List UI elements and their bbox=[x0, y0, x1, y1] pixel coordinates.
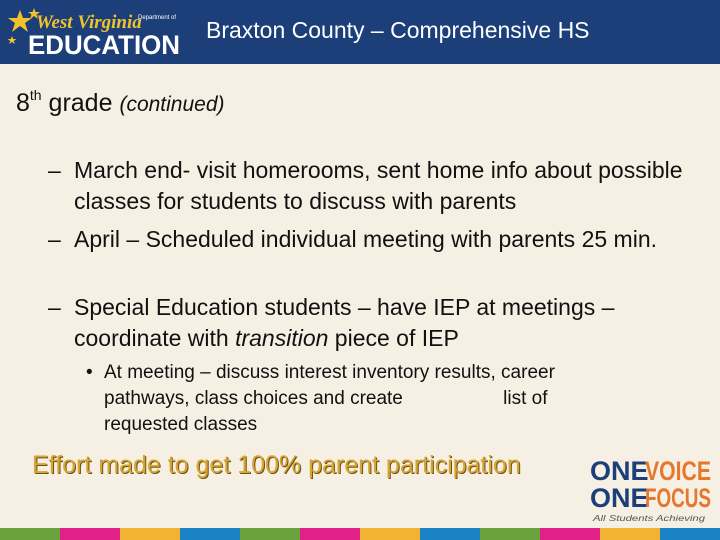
page-title: Braxton County – Comprehensive HS bbox=[206, 17, 590, 43]
logo-line1b: Department of bbox=[138, 15, 177, 21]
list-item-emphasis: transition bbox=[235, 325, 329, 351]
list-item bbox=[48, 292, 698, 354]
header-bar bbox=[0, 0, 720, 64]
sub-bullet-line3: requested classes bbox=[104, 414, 258, 435]
list-dash: – bbox=[48, 157, 61, 183]
logo-one-a: ONE bbox=[590, 456, 649, 486]
section-heading bbox=[16, 80, 225, 120]
sub-bullet-line2: pathways, class choices and create list of bbox=[104, 388, 548, 409]
sub-bullet-line1: At meeting – discuss interest inventory results, career bbox=[104, 362, 555, 383]
grade-suffix: th bbox=[29, 87, 42, 103]
list-item-text: March end- visit homerooms, sent home info about possible classes for students to discuss with parents bbox=[74, 157, 683, 214]
continued-note: (continued) bbox=[119, 93, 225, 116]
list-dash: – bbox=[48, 294, 61, 320]
sub-bullet-text bbox=[104, 360, 646, 438]
list-item-text-b: piece of IEP bbox=[328, 325, 459, 351]
list-item bbox=[48, 224, 698, 255]
effort-statement: Effort made to get 100% parent participation bbox=[32, 451, 521, 479]
logo-line2: EDUCATION bbox=[28, 30, 180, 58]
bullet-dot: • bbox=[86, 362, 93, 383]
sub-bullet bbox=[86, 360, 646, 438]
list-item-text bbox=[74, 292, 698, 354]
list-item-text: April – Scheduled individual meeting with parents 25 min. bbox=[74, 226, 657, 252]
list-item-text-a: Special Education students – have IEP at meetings – coordinate with bbox=[74, 294, 615, 351]
grade-word: grade bbox=[48, 89, 113, 117]
logo-one-b: ONE bbox=[590, 483, 649, 513]
grade-number: 8 bbox=[16, 89, 30, 117]
bottom-color-stripe bbox=[0, 528, 720, 540]
wv-education-logo bbox=[6, 6, 186, 58]
logo-tagline: All Students Achieving bbox=[591, 514, 706, 523]
list-dash: – bbox=[48, 226, 61, 252]
list-item bbox=[48, 155, 698, 217]
logo-voice: VOICE bbox=[645, 456, 711, 486]
logo-line1: West Virginia bbox=[36, 12, 142, 33]
logo-focus: FOCUS bbox=[645, 483, 711, 513]
one-voice-one-focus-logo bbox=[588, 454, 714, 526]
